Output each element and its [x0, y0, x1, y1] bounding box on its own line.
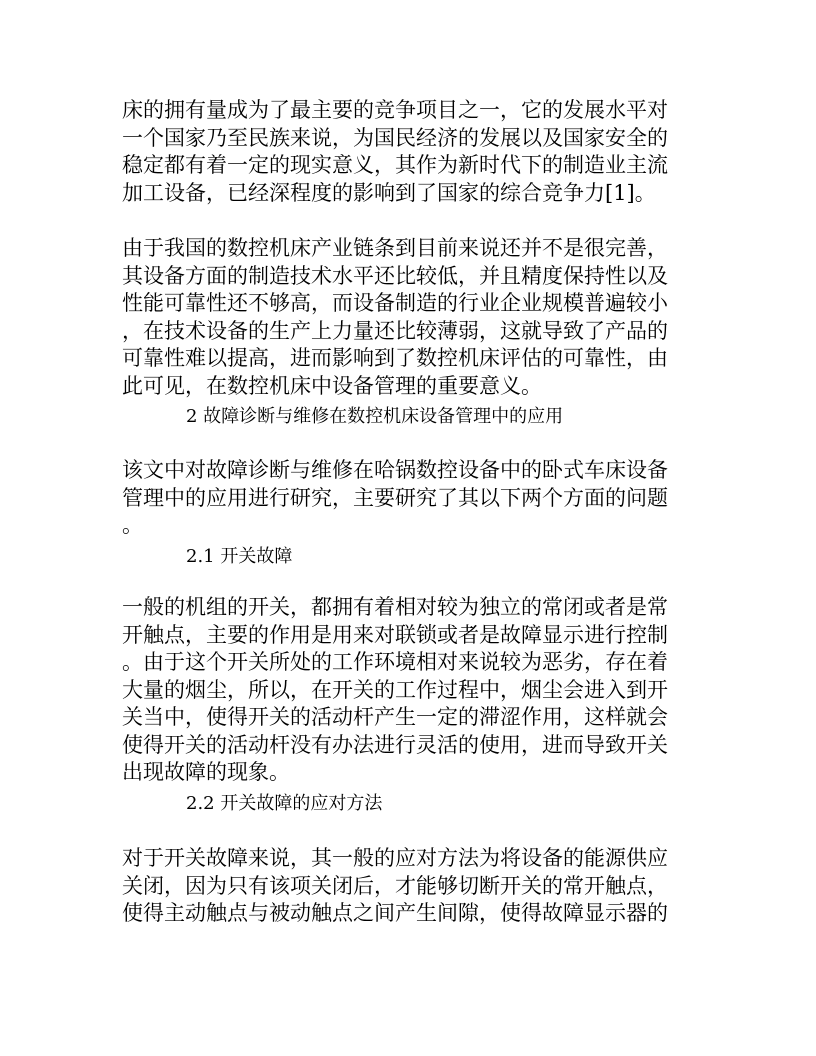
section-heading-2-2: 2.2 开关故障的应对方法	[186, 793, 383, 814]
section-heading-2-1: 2.1 开关故障	[186, 546, 293, 567]
section-heading-2: 2 故障诊断与维修在数控机床设备管理中的应用	[186, 406, 564, 427]
paragraph-industry-chain: 由于我国的数控机床产业链条到目前来说还并不是很完善， 其设备方面的制造技术水平还比较低，并且精度保持性以及 性能可靠性还不够高，而设备制造的行业企业规模普遍较小 ，在技术设备的生产上力量还比较薄弱，这就导致了产品的 可靠性难以提高，进而影响到了数控机床评估的可靠性，由 此可见，在数控机床中设备管理的重要意义。	[122, 236, 668, 398]
paragraph-switch-fault-method: 对于开关故障来说，其一般的应对方法为将设备的能源供应 关闭，因为只有该项关闭后，才能够切断开关的常开触点， 使得主动触点与被动触点之间产生间隙，使得故障显示器的	[122, 846, 668, 925]
paragraph-switch-fault: 一般的机组的开关，都拥有着相对较为独立的常闭或者是常 开触点，主要的作用是用来对联锁或者是故障显示进行控制 。由于这个开关所处的工作环境相对来说较为恶劣，存在着 大量的烟尘，所以，在开关的工作过程中，烟尘会进入到开 关当中，使得开关的活动杆产生一定的滞涩作用，这样就会 使得开关的活动杆没有办法进行灵活的使用，进而导致开关 出现故障的现象。	[122, 595, 668, 784]
paragraph-research-scope-text: 该文中对故障诊断与维修在哈锅数控设备中的卧式车床设备 管理中的应用进行研究，主要研究了其以下两个方面的问题 。	[122, 458, 668, 537]
paragraph-intro: 床的拥有量成为了最主要的竞争项目之一，它的发展水平对 一个国家乃至民族来说，为国民经济的发展以及国家安全的 稳定都有着一定的现实意义，其作为新时代下的制造业主流 加工设备，已经深程度的影响到了国家的综合竞争力[1]。	[122, 98, 668, 205]
